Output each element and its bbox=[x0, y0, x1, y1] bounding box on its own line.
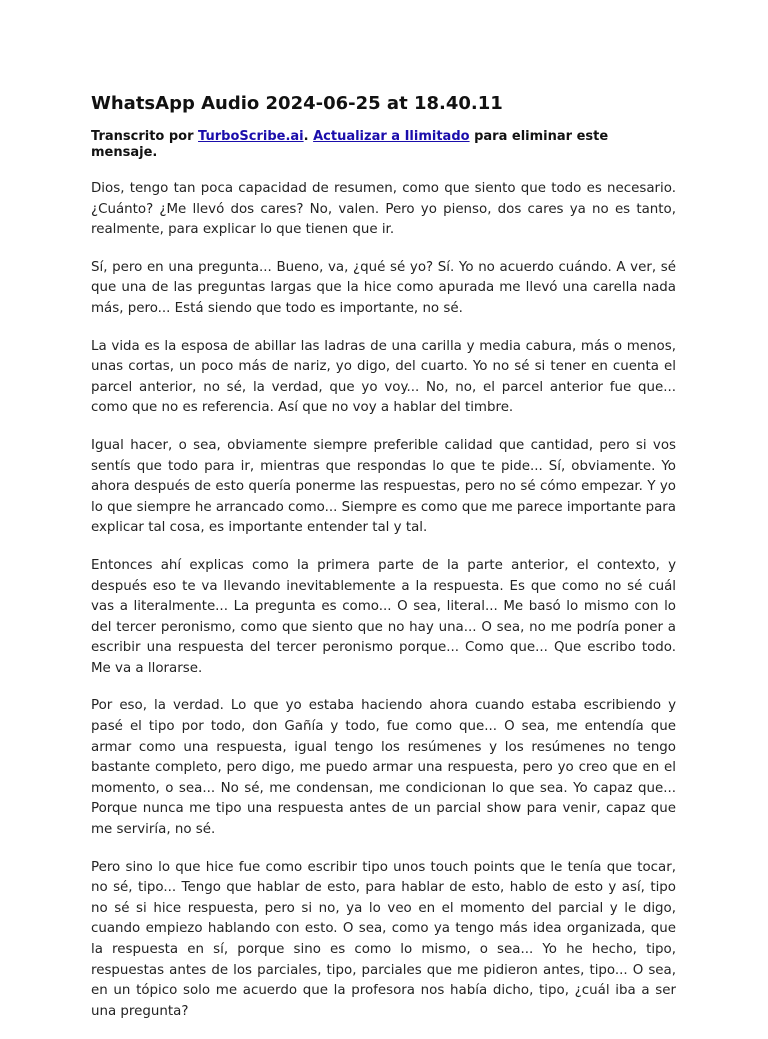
credit-prefix: Transcrito por bbox=[91, 129, 199, 144]
document-page bbox=[91, 92, 676, 1039]
transcript-paragraph: Dios, tengo tan poca capacidad de resumen, como que siento que todo es necesario. ¿Cuánto? ¿Me llevó dos cares? No, valen. Pero yo pienso, dos cares ya no es tanto, realmente, para explicar lo que tienen que ir. bbox=[91, 181, 676, 238]
upgrade-unlimited-link[interactable]: Actualizar a Ilimitado bbox=[313, 129, 470, 144]
transcript-paragraph: La vida es la esposa de abillar las ladras de una carilla y media cabura, más o menos, unas cortas, un poco más de nariz, yo digo, del cuarto. Yo no sé si tener en cuenta el parcel anterior, no sé, la verdad, que yo voy... No, no, el parcel anterior fue que... como que no es referencia. Así que no voy a hablar del timbre. bbox=[91, 338, 676, 416]
transcript-paragraph: Pero sino lo que hice fue como escribir tipo unos touch points que le tenía que tocar, no sé, tipo... Tengo que hablar de esto, para hablar de esto, hablo de esto y así, tipo no sé si hice respuesta, pero si no, ya lo veo en el momento del parcial y le digo, cuando empiezo hablando con esto. O sea, como ya tengo más idea organizada, que la respuesta en sí, porque sino es como lo mismo, o sea... Yo he hecho, tipo, respuestas antes de los parciales, tipo, parciales que me pidieron antes, tipo... O sea, en un tópico solo me acuerdo que la profesora nos había dicho, tipo, ¿cuál iba a ser una pregunta? bbox=[91, 859, 676, 1019]
transcript-paragraph: Sí, pero en una pregunta... Bueno, va, ¿qué sé yo? Sí. Yo no acuerdo cuándo. A ver, sé que una de las preguntas largas que la hice como apurada me llevó una carella nada más, pero... Está siendo que todo es importante, no sé. bbox=[91, 259, 676, 316]
turboscribe-link[interactable]: TurboScribe.ai bbox=[198, 129, 304, 144]
transcript-body bbox=[91, 179, 676, 1022]
transcription-credit bbox=[91, 129, 631, 161]
transcript-paragraph: Igual hacer, o sea, obviamente siempre preferible calidad que cantidad, pero si vos sentís que todo para ir, mientras que respondas lo que te pide... Sí, obviamente. Yo ahora después de esto quería ponerme las respuestas, pero no sé cómo empezar. Y yo lo que siempre he arrancado como... Siempre es como que me parece importante para explicar tal cosa, es importante entender tal y tal. bbox=[91, 437, 676, 536]
transcript-paragraph: Por eso, la verdad. Lo que yo estaba haciendo ahora cuando estaba escribiendo y pasé el tipo por todo, don Gañía y todo, fue como que... O sea, me entendía que armar como una respuesta, igual tengo los resúmenes y los resúmenes no tengo bastante completo, pero digo, me puedo armar una respuesta, pero yo creo que en el momento, o sea... No sé, me condensan, me condicionan lo que sea. Yo capaz que... Porque nunca me tipo una respuesta antes de un parcial show para venir, capaz que me serviría, no sé. bbox=[91, 698, 676, 838]
document-title: WhatsApp Audio 2024-06-25 at 18.40.11 bbox=[91, 93, 503, 114]
credit-suffix: para eliminar este mensaje. bbox=[91, 129, 609, 160]
credit-separator: . bbox=[303, 129, 314, 144]
transcript-paragraph: Entonces ahí explicas como la primera parte de la parte anterior, el contexto, y después eso te va llevando inevitablemente a la respuesta. Es que como no sé cuál vas a literalmente... La pregunta es como... O sea, literal... Me basó lo mismo con lo del tercer peronismo, como que siento que no hay una... O sea, no me podría poner a escribir una respuesta del tercer peronismo porque... Como que... Que escribo todo. Me va a llorarse. bbox=[91, 557, 676, 676]
